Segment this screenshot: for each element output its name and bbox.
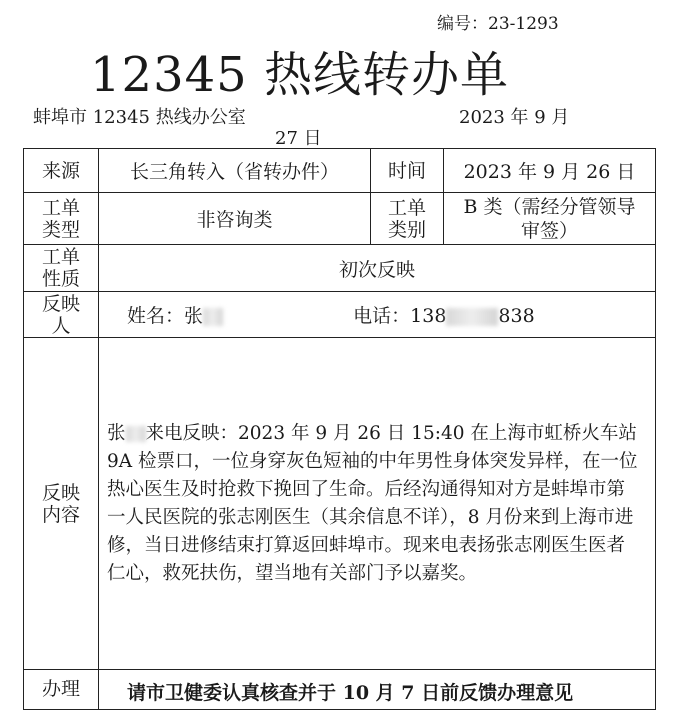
time-label: 时间 (371, 149, 444, 193)
name-value: 张 (184, 305, 204, 327)
source-value: 长三角转入（省转办件） (99, 149, 371, 193)
content-name: 张 (107, 422, 126, 444)
handle-text: 请市卫健委认真核查并于 10 月 7 日前反馈办理意见 (99, 670, 656, 710)
handle-label: 办理 (24, 670, 99, 710)
row-order-type (24, 193, 656, 245)
name-label: 姓名： (127, 305, 185, 327)
row-order-nature (24, 245, 656, 292)
serial-number: 编号：23-1293 (437, 14, 559, 34)
redacted-name (203, 308, 223, 326)
redacted-content-name (126, 426, 146, 442)
row-handle (24, 670, 656, 710)
reporter-info (99, 292, 656, 338)
content-label: 反映 内容 (24, 338, 99, 670)
source-label: 来源 (24, 149, 99, 193)
order-nature-value: 初次反映 (99, 245, 656, 292)
order-nature-label: 工单 性质 (24, 245, 99, 292)
row-reporter (24, 292, 656, 338)
phone-prefix: 138 (410, 305, 447, 327)
row-content (24, 338, 656, 670)
phone-label: 电话： (353, 305, 411, 327)
issue-date-line1: 2023 年 9 月 (459, 107, 570, 128)
page-title: 12345 热线转办单 (90, 47, 509, 103)
issuing-office: 蚌埠市 12345 热线办公室 (33, 107, 246, 128)
issue-date-line2: 27 日 (275, 128, 322, 149)
order-type-label: 工单 类型 (24, 193, 99, 245)
order-category-label: 工单 类别 (371, 193, 444, 245)
time-value: 2023 年 9 月 26 日 (444, 149, 656, 193)
row-source (24, 149, 656, 193)
content-text: 来电反映：2023 年 9 月 26 日 15:40 在上海市虹桥火车站 9A 检票口，一位身穿灰色短袖的中年男性身体突发异样，在一位热心医生及时抢救下挽回了生命。后经沟通得知对方是蚌埠市第一人民医院的张志刚医生（其余信息不详），8 月份来到上海市进修，当日进修结束打算返回蚌埠市。现来电表扬张志刚医生医者仁心，救死扶伤，望当地有关部门予以嘉奖。 (107, 422, 638, 584)
reporter-label: 反映 人 (24, 292, 99, 338)
transfer-form-table (23, 148, 656, 710)
redacted-phone (446, 308, 498, 326)
order-category-value: B 类（需经分管领导 审签） (444, 193, 656, 245)
content-text-cell (99, 338, 656, 670)
order-type-value: 非咨询类 (99, 193, 371, 245)
phone-suffix: 838 (498, 305, 535, 327)
